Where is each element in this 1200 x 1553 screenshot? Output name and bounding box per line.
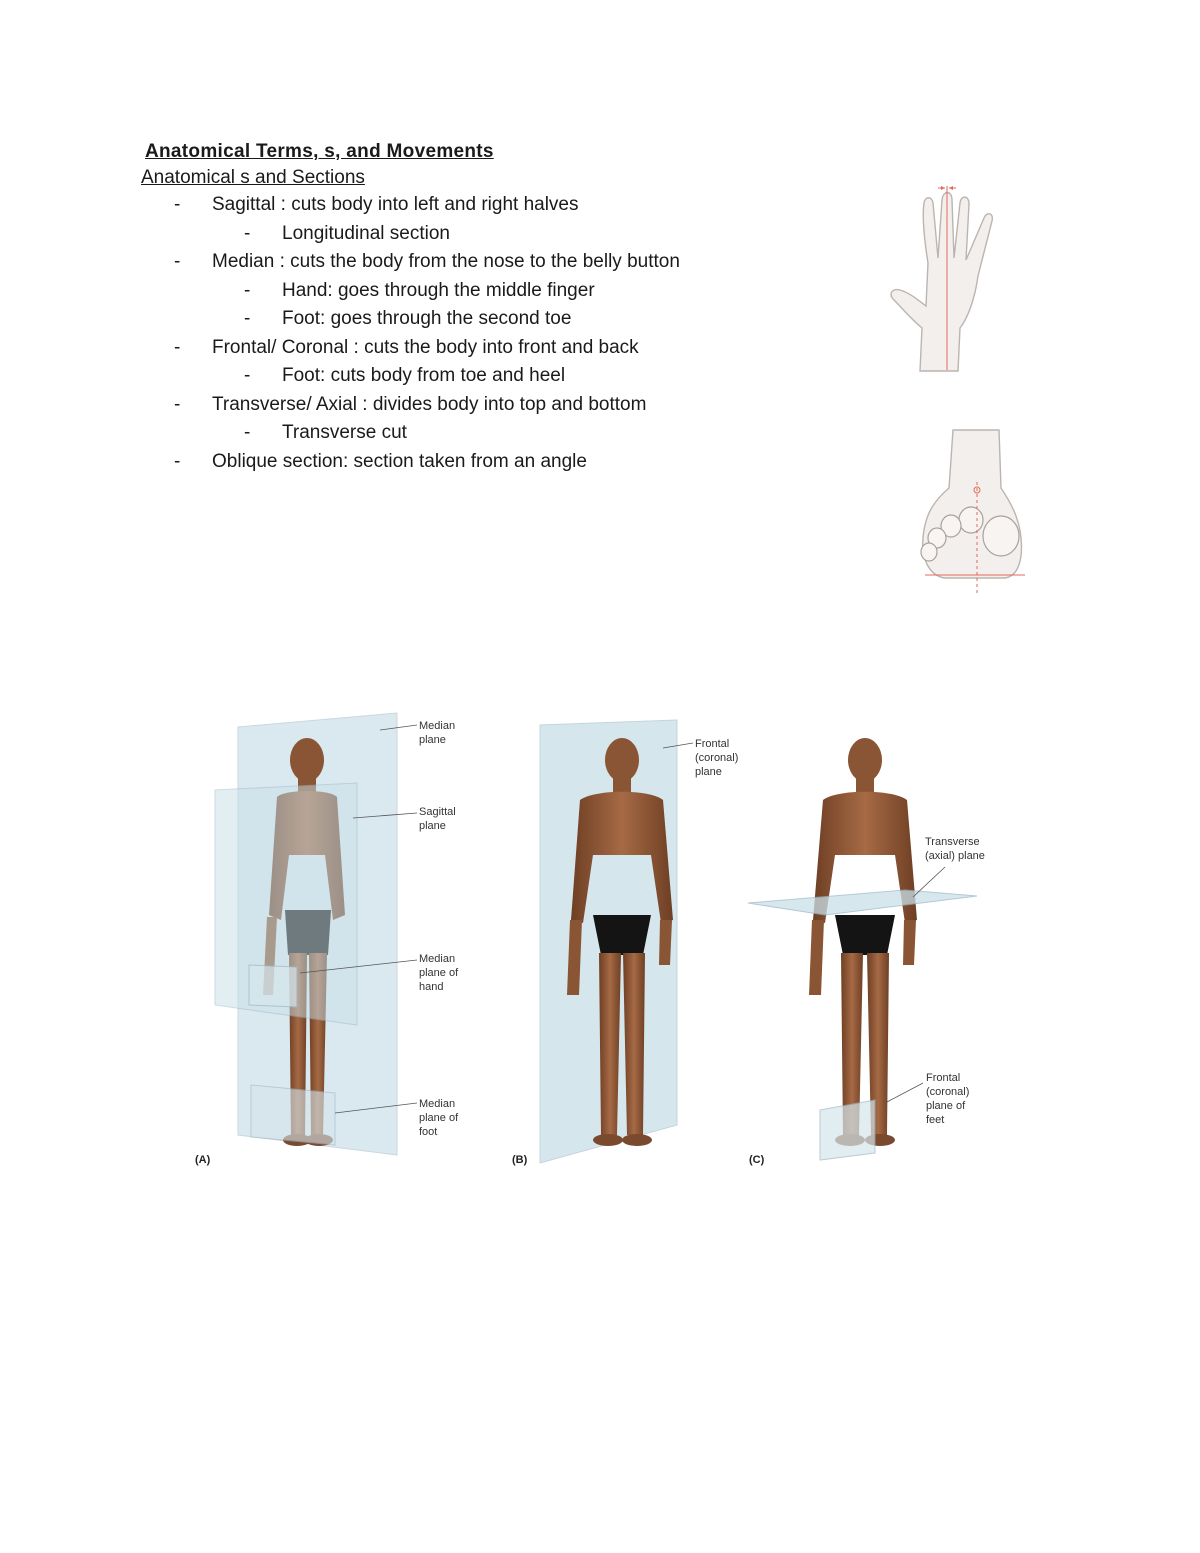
- list-item: [141, 277, 881, 306]
- section-heading: Anatomical s and Sections: [141, 167, 365, 188]
- panel-a-letter: (A): [195, 1154, 211, 1166]
- arrow-right-icon: [941, 186, 945, 190]
- anatomical-planes-figure: [185, 705, 1015, 1180]
- foot-plane: [251, 1085, 335, 1145]
- label-frontal-plane-feet: Frontal (coronal) plane of feet: [926, 1072, 970, 1126]
- list-item-text: Transverse cut: [282, 422, 407, 443]
- dash-marker: -: [174, 336, 181, 358]
- list-item-text: Sagittal : cuts body into left and right halves: [212, 194, 579, 215]
- list-item-text: Median : cuts the body from the nose to the belly button: [212, 251, 680, 272]
- label-frontal-plane: Frontal (coronal) plane: [695, 738, 739, 778]
- dash-marker: -: [244, 308, 251, 329]
- list-item: [141, 362, 881, 391]
- list-item: [141, 191, 881, 220]
- transverse-plane: [748, 890, 977, 915]
- page-title: Anatomical Terms, s, and Movements: [145, 141, 494, 162]
- label-transverse-plane: Transverse (axial) plane: [925, 836, 985, 862]
- foot-frontal-plane-illustration: [905, 428, 1035, 596]
- big-toe: [983, 516, 1019, 556]
- label-median-plane-hand: Median plane of hand: [419, 953, 459, 993]
- dash-marker: -: [244, 279, 251, 301]
- list-item: [141, 334, 881, 363]
- dash-marker: -: [174, 194, 181, 215]
- list-item: [141, 305, 881, 334]
- bullet-list: [141, 191, 881, 476]
- dash-marker: -: [174, 393, 181, 415]
- panel-a: [195, 713, 461, 1166]
- list-item-text: Oblique section: section taken from an angle: [212, 450, 587, 472]
- list-item-text: Foot: goes through the second toe: [282, 308, 572, 329]
- label-median-plane-foot: Median plane of foot: [419, 1098, 459, 1138]
- label-sagittal-plane: Sagittal plane: [419, 806, 456, 832]
- panel-c-letter: (C): [749, 1154, 765, 1166]
- list-item-text: Foot: cuts body from toe and heel: [282, 365, 566, 386]
- panel-b-letter: (B): [512, 1154, 528, 1166]
- notes-section: [141, 141, 881, 476]
- panel-c: [748, 738, 985, 1166]
- hand-median-plane-illustration: [880, 178, 1050, 378]
- foot-outline: [923, 430, 1022, 578]
- list-item-text: Frontal/ Coronal : cuts the body into front and back: [212, 336, 639, 358]
- label-median-plane: Median plane: [419, 720, 456, 746]
- list-item: [141, 248, 881, 277]
- dash-marker: -: [174, 450, 181, 472]
- list-item: [141, 220, 881, 249]
- hand-outline: [891, 193, 992, 372]
- dash-marker: -: [244, 422, 251, 443]
- list-item: [141, 419, 881, 448]
- list-item: [141, 448, 881, 477]
- hand-plane: [249, 965, 297, 1007]
- dash-marker: -: [244, 365, 251, 386]
- human-figure: [809, 738, 917, 1146]
- feet-frontal-plane: [820, 1100, 875, 1160]
- arrow-left-icon: [949, 186, 953, 190]
- dash-marker: -: [174, 251, 181, 272]
- panel-b: [512, 720, 741, 1166]
- list-item-text: Transverse/ Axial : divides body into top and bottom: [212, 393, 647, 415]
- list-item-text: Hand: goes through the middle finger: [282, 279, 595, 301]
- list-item-text: Longitudinal section: [282, 222, 450, 244]
- list-item: [141, 391, 881, 420]
- dash-marker: -: [244, 222, 251, 244]
